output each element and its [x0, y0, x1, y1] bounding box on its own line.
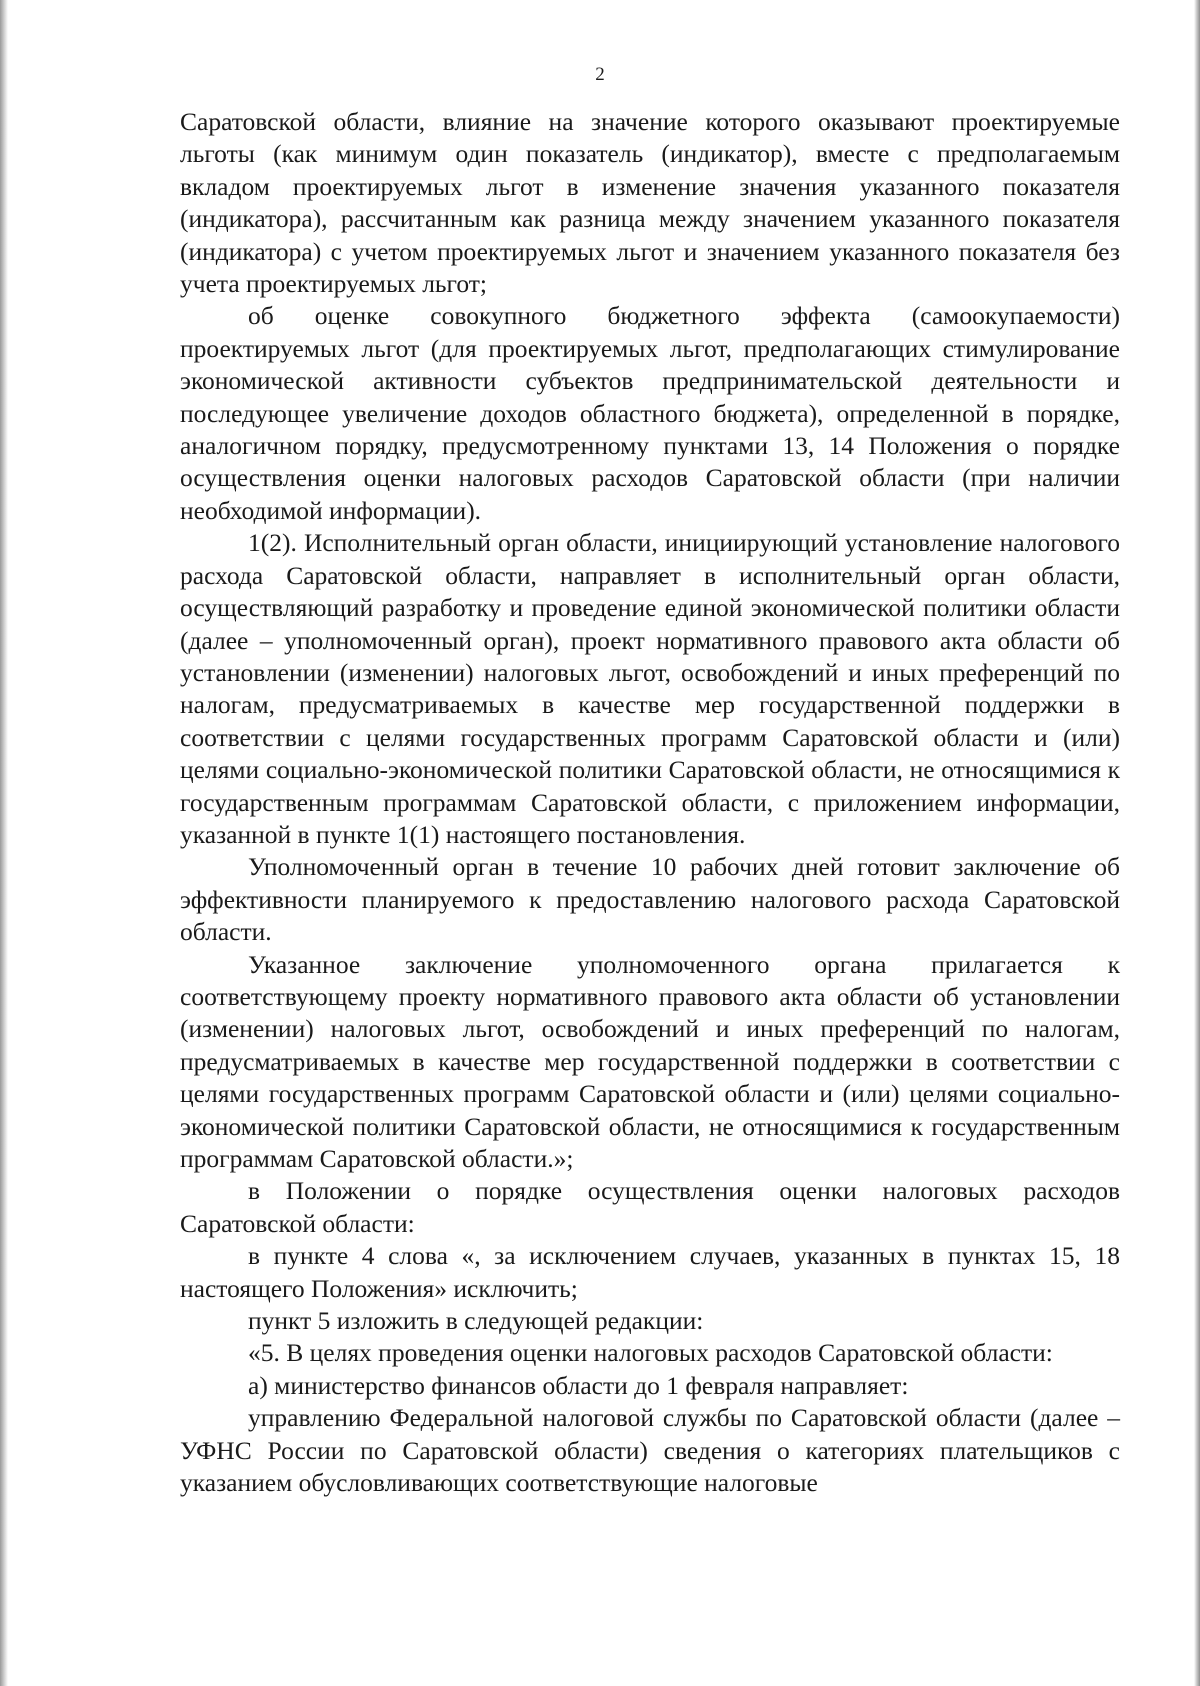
paragraph: Уполномоченный орган в течение 10 рабочих дней готовит заключение об эффективности планируемого к предоставлению налогового расхода Саратовской области.: [180, 852, 1120, 947]
paragraph: об оценке совокупного бюджетного эффекта (самоокупаемости) проектируемых льгот (для проектируемых льгот, предполагающих стимулирование экономической активности субъектов предпринимательской деятельности и последующее увеличение доходов областного бюджета), определенной в порядке, аналогичном порядку, предусмотренному пунктами 13, 14 Положения о порядке осуществления оценки налоговых расходов Саратовской области (при наличии необходимой информации).: [180, 301, 1120, 525]
paragraph: Указанное заключение уполномоченного органа прилагается к соответствующему проекту нормативного правового акта области об установлении (изменении) налоговых льгот, освобождений и иных преференций по налогам, предусматриваемых в качестве мер государственной поддержки в соответствии с целями государственных программ Саратовской области и (или) целями социально-экономической политики Саратовской области, не относящимися к государственным программам Саратовской области.»;: [180, 949, 1120, 1173]
paragraph: в Положении о порядке осуществления оценки налоговых расходов Саратовской области:: [180, 1176, 1120, 1238]
scan-edge-left: [0, 0, 8, 1686]
paragraph-continuation: Саратовской области, влияние на значение которого оказывают проектируемые льготы (как минимум один показатель (индикатор), вместе с предполагаемым вкладом проектируемых льгот в изменение значения указанного показателя (индикатора), рассчитанным как разница между значением указанного показателя (индикатора) с учетом проектируемых льгот и значением указанного показателя без учета проектируемых льгот;: [180, 107, 1120, 299]
document-body: [180, 106, 1120, 1499]
paragraph: управлению Федеральной налоговой службы по Саратовской области (далее – УФНС России по Саратовской области) сведения о категориях плательщиков с указанием обусловливающих соответствующие налоговые: [180, 1403, 1120, 1498]
paragraph: пункт 5 изложить в следующей редакции:: [248, 1306, 704, 1336]
page-number: 2: [595, 64, 605, 85]
paragraph: в пункте 4 слова «, за исключением случаев, указанных в пунктах 15, 18 настоящего Положения» исключить;: [180, 1241, 1120, 1303]
scan-edge-right: [1194, 0, 1200, 1686]
paragraph: а) министерство финансов области до 1 февраля направляет:: [248, 1370, 909, 1400]
paragraph: 1(2). Исполнительный орган области, инициирующий установление налогового расхода Саратовской области, направляет в исполнительный орган области, осуществляющий разработку и проведение единой экономической политики области (далее – уполномоченный орган), проект нормативного правового акта области об установлении (изменении) налоговых льгот, освобождений и иных преференций по налогам, предусматриваемых в качестве мер государственной поддержки в соответствии с целями государственных программ Саратовской области и (или) целями социально-экономической политики Саратовской области, не относящимися к государственным программам Саратовской области, с приложением информации, указанной в пункте 1(1) настоящего постановления.: [180, 528, 1120, 849]
paragraph: «5. В целях проведения оценки налоговых расходов Саратовской области:: [248, 1338, 1053, 1368]
